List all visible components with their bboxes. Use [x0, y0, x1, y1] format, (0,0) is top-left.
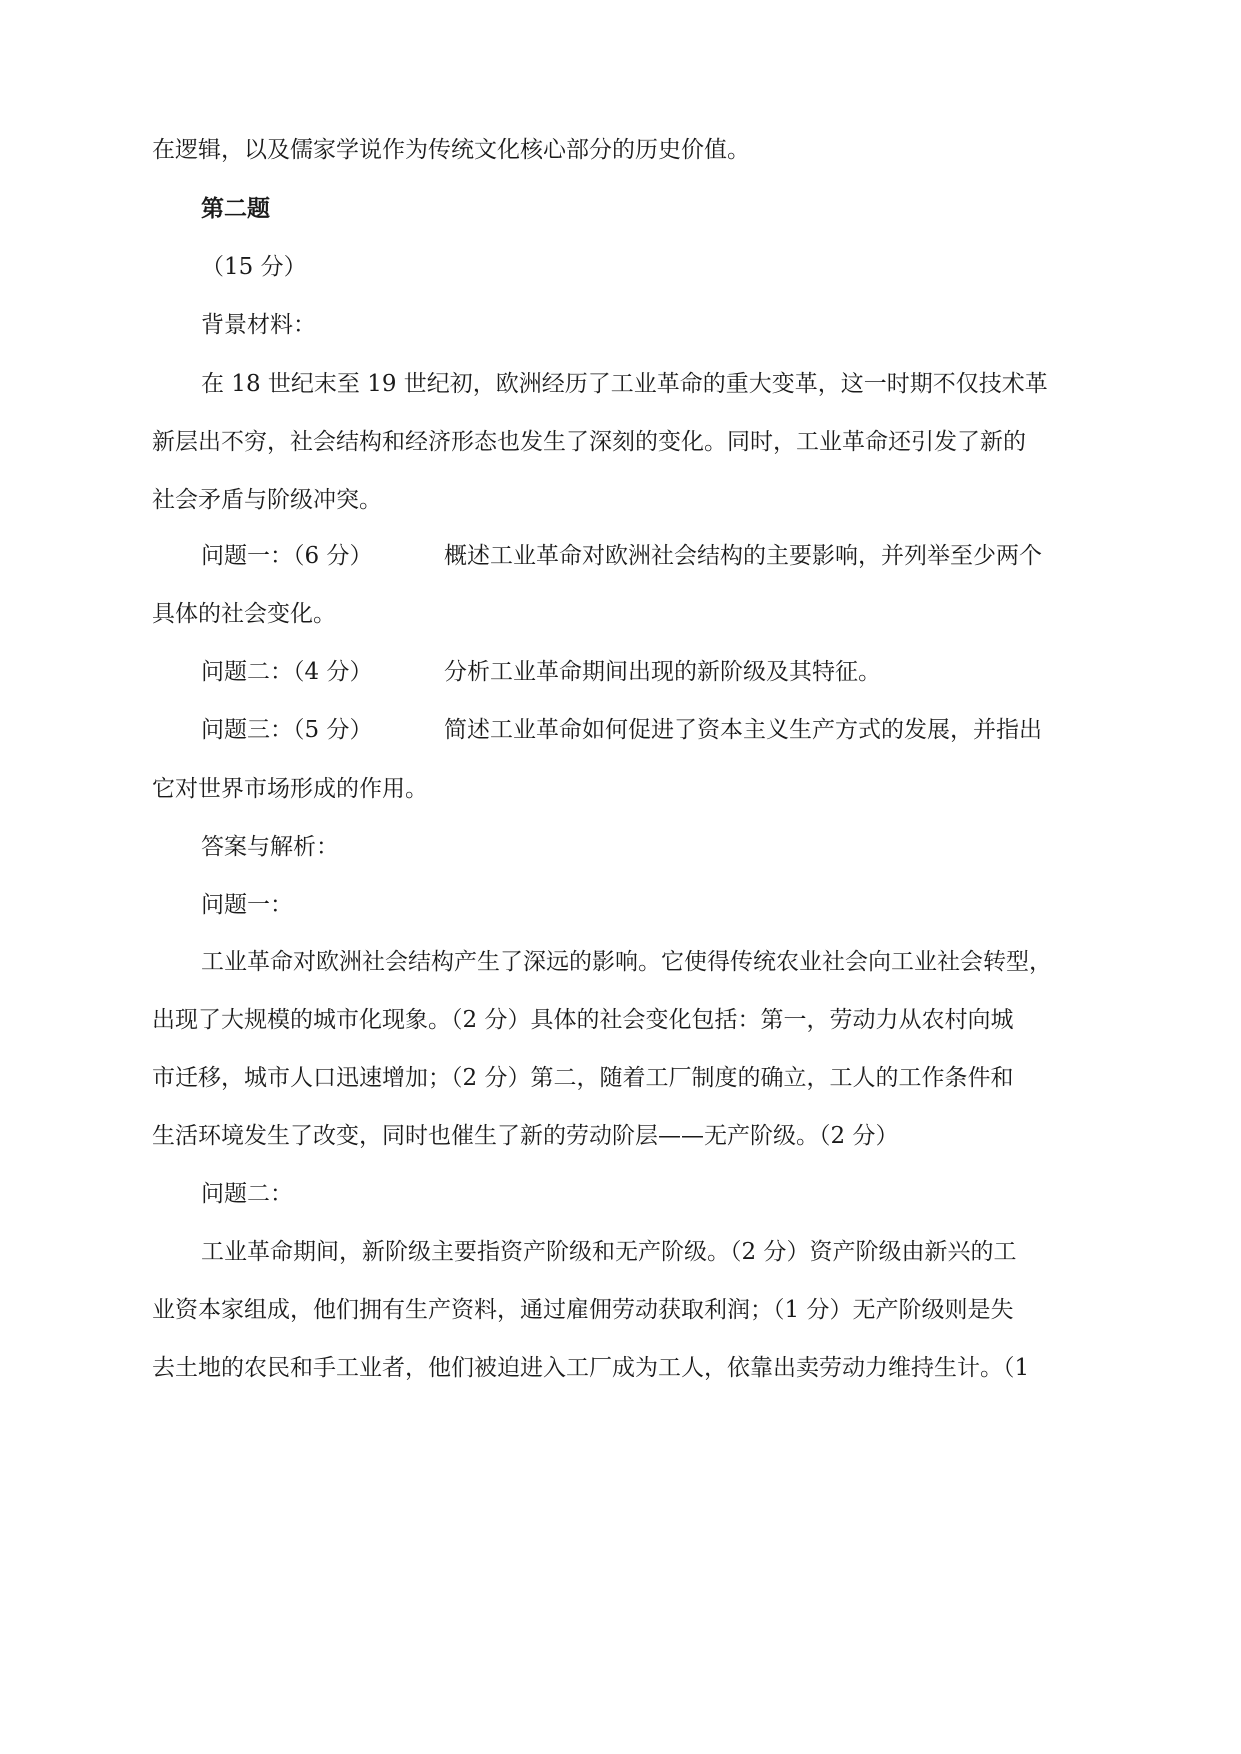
- text-line: 它对世界市场形成的作用。: [152, 776, 428, 802]
- question-3: [201, 712, 1092, 748]
- text-line: 社会矛盾与阶级冲突。: [152, 487, 382, 513]
- question-2-text: 分析工业革命期间出现的新阶级及其特征。: [444, 659, 881, 685]
- text-line: 出现了大规模的城市化现象。（2 分）具体的社会变化包括：第一，劳动力从农村向城: [152, 1007, 1014, 1033]
- text-line: 具体的社会变化。: [152, 601, 336, 627]
- question-2-label: 问题二：（4 分）: [201, 659, 373, 685]
- background-heading: 背景材料：: [201, 312, 316, 338]
- answer-heading: 答案与解析：: [201, 834, 339, 860]
- question-1-text: 概述工业革命对欧洲社会结构的主要影响，并列举至少两个: [444, 543, 1042, 569]
- text-line: 业资本家组成，他们拥有生产资料，通过雇佣劳动获取利润；（1 分）无产阶级则是失: [152, 1297, 1014, 1323]
- text-line: 在逻辑，以及儒家学说作为传统文化核心部分的历史价值。: [152, 137, 750, 163]
- question-2: [201, 654, 1092, 690]
- text-line: 去土地的农民和手工业者，他们被迫进入工厂成为工人，依靠出卖劳动力维持生计。（1: [152, 1355, 1030, 1381]
- answer-1-heading: 问题一：: [201, 892, 293, 918]
- section-heading: 第二题: [201, 195, 270, 222]
- text-line: 市迁移，城市人口迅速增加；（2 分）第二，随着工厂制度的确立，工人的工作条件和: [152, 1065, 1014, 1091]
- text-line: 工业革命对欧洲社会结构产生了深远的影响。它使得传统农业社会向工业社会转型，: [201, 949, 1052, 975]
- answer-2-heading: 问题二：: [201, 1181, 293, 1207]
- text-line: 在 18 世纪末至 19 世纪初，欧洲经历了工业革命的重大变革，这一时期不仅技术革: [201, 371, 1048, 397]
- text-line: 工业革命期间，新阶级主要指资产阶级和无产阶级。（2 分）资产阶级由新兴的工: [201, 1239, 1017, 1265]
- question-1-label: 问题一：（6 分）: [201, 543, 373, 569]
- text-line: 新层出不穷，社会结构和经济形态也发生了深刻的变化。同时，工业革命还引发了新的: [152, 429, 1026, 455]
- question-1: [201, 538, 1092, 574]
- question-3-text: 简述工业革命如何促进了资本主义生产方式的发展，并指出: [444, 717, 1042, 743]
- score-note: （15 分）: [201, 254, 307, 280]
- question-3-label: 问题三：（5 分）: [201, 717, 373, 743]
- text-line: 生活环境发生了改变，同时也催生了新的劳动阶层——无产阶级。（2 分）: [152, 1123, 899, 1149]
